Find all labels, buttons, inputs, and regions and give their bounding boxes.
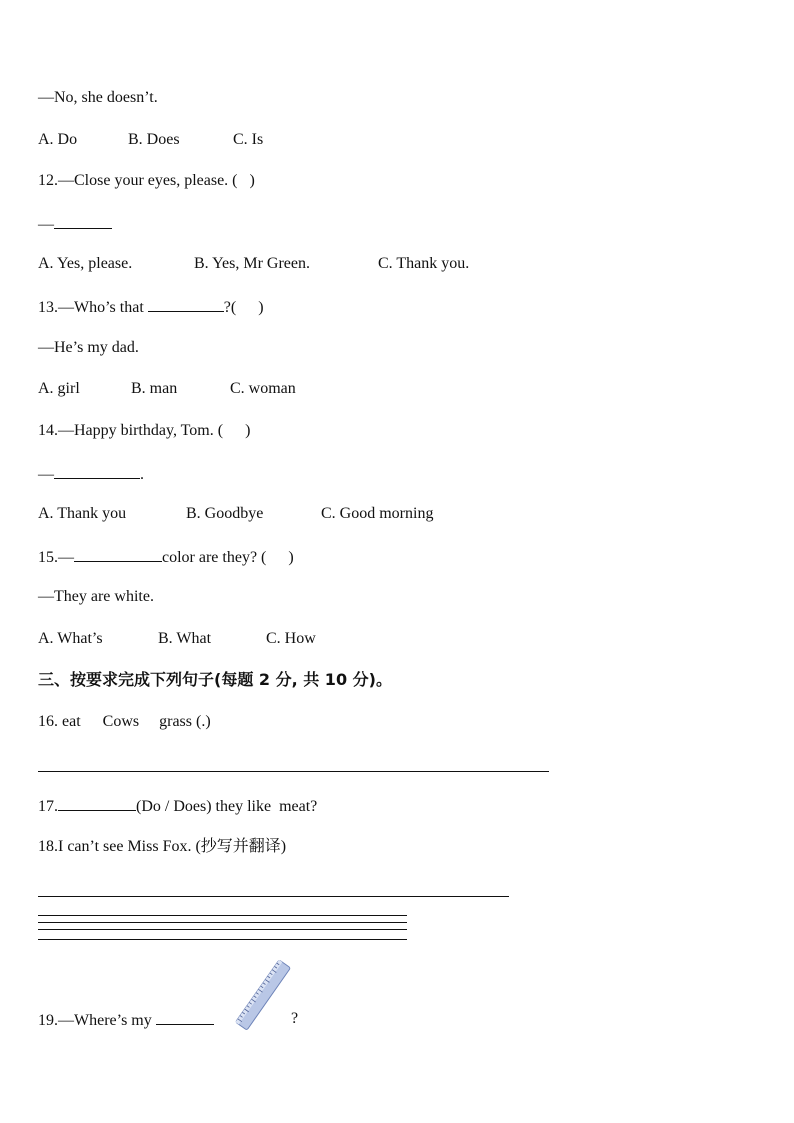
- q11-answer: —No, she doesn’t.: [38, 89, 158, 106]
- q14-reply-end: .: [140, 466, 144, 483]
- q14-reply-dash: —: [38, 466, 54, 483]
- q14-answer-blank[interactable]: [54, 463, 140, 479]
- q12-answer-blank[interactable]: [54, 213, 112, 229]
- q15-option-c: C. How: [266, 630, 316, 647]
- q15-answer-blank[interactable]: [74, 546, 162, 562]
- q11-option-b: B. Does: [128, 131, 180, 148]
- q11-option-c: C. Is: [233, 131, 264, 148]
- q12-option-b: B. Yes, Mr Green.: [194, 255, 310, 272]
- section-3-heading: 三、按要求完成下列句子(每题 2 分, 共 10 分)。: [38, 670, 392, 689]
- q17-number: 17.: [38, 798, 58, 815]
- q16-number: 16.: [38, 713, 58, 730]
- q18-copy-line[interactable]: [38, 896, 509, 897]
- q14-option-c: C. Good morning: [321, 505, 434, 522]
- q17-question: (Do / Does) they like meat?: [136, 798, 318, 815]
- q14-question: —Happy birthday, Tom. (: [58, 422, 224, 439]
- q13-answer-blank[interactable]: [148, 296, 224, 312]
- q18-text: I can’t see Miss Fox. (抄写并翻译): [58, 838, 287, 855]
- q13-number: 13.: [38, 299, 58, 316]
- q12-question: —Close your eyes, please. (: [58, 172, 238, 189]
- q18-prompt: [38, 837, 286, 857]
- q15-number: 15.: [38, 549, 58, 566]
- q13-reply: —He’s my dad.: [38, 339, 139, 356]
- q12-prompt: [38, 171, 255, 191]
- q19-answer-blank[interactable]: [156, 1009, 214, 1025]
- q15-question: color are they? (: [162, 549, 267, 566]
- q18-writing-line-3[interactable]: [38, 929, 407, 930]
- q13-paren-close: ): [258, 299, 264, 316]
- q12-option-c: C. Thank you.: [378, 255, 470, 272]
- q14-option-b: B. Goodbye: [186, 505, 264, 522]
- q15-option-a: A. What’s: [38, 630, 103, 647]
- q15-prompt: [38, 546, 294, 568]
- q17-prompt: [38, 795, 317, 817]
- q19-question: —Where’s my: [58, 1012, 156, 1029]
- q14-paren-close: ): [245, 422, 251, 439]
- q11-option-a: A. Do: [38, 131, 78, 148]
- q13-question: —Who’s that: [58, 299, 148, 316]
- q12-option-a: A. Yes, please.: [38, 255, 133, 272]
- q18-writing-line-4[interactable]: [38, 939, 407, 940]
- q12-paren-close: ): [249, 172, 255, 189]
- q14-prompt: [38, 421, 250, 441]
- q15-option-b: B. What: [158, 630, 212, 647]
- q19-number: 19.: [38, 1012, 58, 1029]
- q19-question-mark: ?: [291, 1010, 299, 1027]
- q12-reply-dash: —: [38, 216, 54, 233]
- q15-paren-close: ): [288, 549, 294, 566]
- q16-answer-line[interactable]: [38, 771, 549, 772]
- q15-dash: —: [58, 549, 74, 566]
- q14-option-a: A. Thank you: [38, 505, 127, 522]
- q13-option-c: C. woman: [230, 380, 296, 397]
- ruler-icon: [232, 960, 294, 1030]
- q12-number: 12.: [38, 172, 58, 189]
- q18-writing-line-1[interactable]: [38, 915, 407, 916]
- q13-option-b: B. man: [131, 380, 178, 397]
- q14-reply: [38, 463, 144, 485]
- q13-prompt: [38, 296, 264, 318]
- q18-number: 18.: [38, 838, 58, 855]
- q14-number: 14.: [38, 422, 58, 439]
- q16-word-2: Cows: [102, 713, 140, 730]
- q16-word-3: grass (.): [159, 713, 211, 730]
- q13-option-a: A. girl: [38, 380, 80, 397]
- q13-after-blank: ?(: [223, 299, 237, 316]
- q12-reply: [38, 213, 112, 235]
- q16-prompt: [38, 712, 211, 732]
- q17-answer-blank[interactable]: [58, 795, 136, 811]
- q19-prompt: [38, 1009, 214, 1031]
- q16-word-1: eat: [62, 713, 81, 730]
- q15-reply: —They are white.: [38, 588, 154, 605]
- q18-writing-line-2[interactable]: [38, 922, 407, 923]
